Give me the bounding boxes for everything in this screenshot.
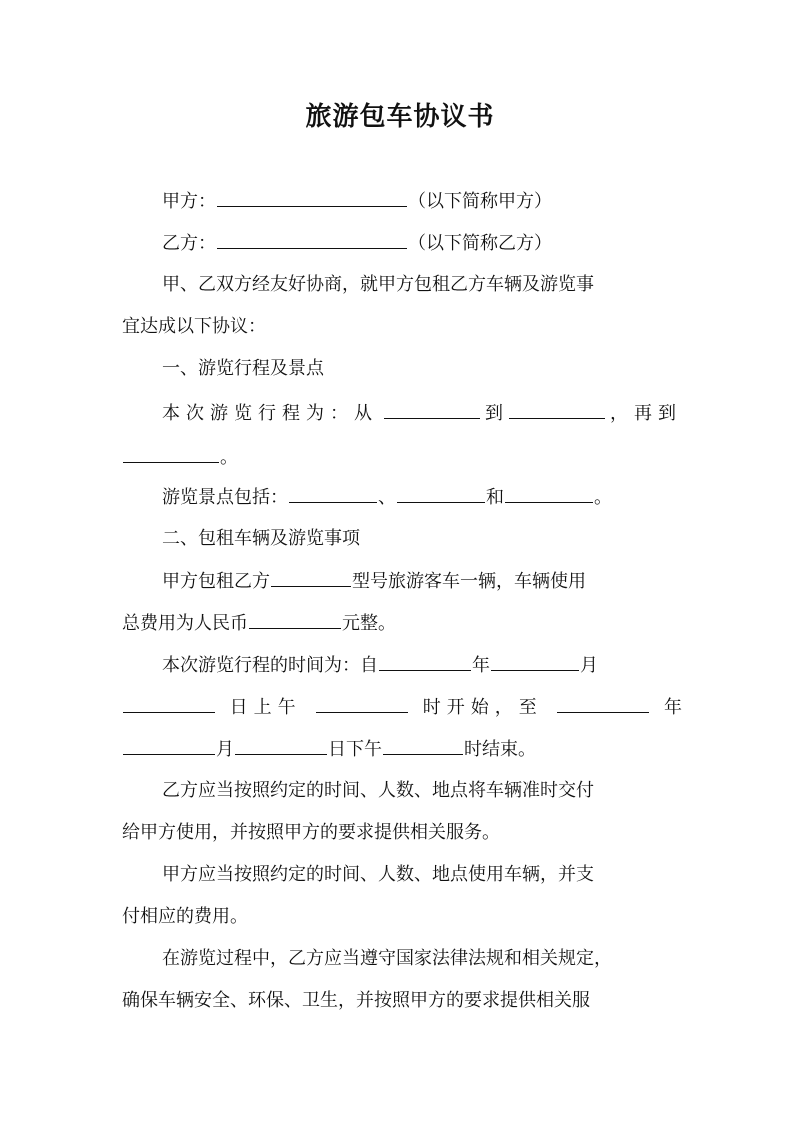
itinerary-prefix: 本次游览行程为：从 bbox=[162, 403, 378, 424]
fee-suffix: 元整。 bbox=[342, 613, 396, 634]
time-start: 时开始，至 bbox=[422, 697, 543, 718]
time-prefix: 本次游览行程的时间为：自 bbox=[162, 655, 378, 676]
para-b-line-2: 给甲方使用，并按照甲方的要求提供相关服务。 bbox=[122, 822, 500, 843]
start-year-blank[interactable] bbox=[379, 652, 471, 671]
para-b-line-1: 乙方应当按照约定的时间、人数、地点将车辆准时交付 bbox=[162, 780, 594, 801]
time-month: 月 bbox=[580, 655, 598, 676]
document-title: 旅游包车协议书 bbox=[305, 102, 495, 132]
spots-sep: 、 bbox=[378, 487, 396, 508]
intro-line-1: 甲、乙双方经友好协商，就甲方包租乙方车辆及游览事 bbox=[162, 274, 594, 295]
vehicle-model-blank[interactable] bbox=[271, 568, 351, 587]
para-c-line-1: 在游览过程中，乙方应当遵守国家法律法规和相关规定， bbox=[162, 948, 612, 969]
party-a-blank[interactable] bbox=[217, 188, 407, 207]
time-month-2: 月 bbox=[216, 739, 234, 760]
party-b-label: 乙方： bbox=[162, 233, 216, 254]
party-b-note: （以下简称乙方） bbox=[408, 233, 552, 254]
para-a-line-1: 甲方应当按照约定的时间、人数、地点使用车辆，并支 bbox=[162, 864, 594, 885]
intro-line-2: 宜达成以下协议： bbox=[122, 316, 266, 337]
time-line-1 bbox=[162, 652, 682, 679]
time-year: 年 bbox=[472, 655, 490, 676]
time-end: 时结束。 bbox=[464, 739, 536, 760]
party-a-label: 甲方： bbox=[162, 191, 216, 212]
itinerary-to: 到 bbox=[485, 403, 503, 424]
end-hour-blank[interactable] bbox=[383, 736, 463, 755]
itinerary-then-blank[interactable] bbox=[123, 444, 219, 463]
end-year-blank[interactable] bbox=[557, 694, 649, 713]
fee-prefix: 总费用为人民币 bbox=[122, 613, 248, 634]
party-a-note: （以下简称甲方） bbox=[408, 191, 552, 212]
rent-mid: 型号旅游客车一辆，车辆使用 bbox=[352, 571, 586, 592]
itinerary-from-blank[interactable] bbox=[384, 400, 480, 419]
spot-3-blank[interactable] bbox=[505, 484, 593, 503]
party-a-line bbox=[162, 188, 682, 215]
time-line-3 bbox=[122, 736, 682, 763]
end-day-blank[interactable] bbox=[235, 736, 327, 755]
itinerary-line bbox=[162, 400, 682, 427]
itinerary-to-blank[interactable] bbox=[509, 400, 605, 419]
fee-blank[interactable] bbox=[249, 610, 341, 629]
spots-and: 和 bbox=[486, 487, 504, 508]
party-b-line bbox=[162, 230, 682, 257]
para-a-line-2: 付相应的费用。 bbox=[122, 906, 248, 927]
time-line-2 bbox=[122, 694, 682, 721]
rent-line bbox=[162, 568, 682, 595]
end-month-blank[interactable] bbox=[123, 736, 215, 755]
time-day-pm: 日下午 bbox=[328, 739, 382, 760]
section-1-heading: 一、游览行程及景点 bbox=[162, 358, 324, 379]
itinerary-line-2 bbox=[122, 444, 682, 471]
fee-line bbox=[122, 610, 682, 637]
spots-line bbox=[162, 484, 682, 511]
spot-1-blank[interactable] bbox=[289, 484, 377, 503]
rent-prefix: 甲方包租乙方 bbox=[162, 571, 270, 592]
party-b-blank[interactable] bbox=[217, 230, 407, 249]
spots-end: 。 bbox=[594, 487, 612, 508]
time-year-2: 年 bbox=[663, 697, 682, 718]
itinerary-end: 。 bbox=[220, 447, 238, 468]
para-c-line-2: 确保车辆安全、环保、卫生，并按照甲方的要求提供相关服 bbox=[122, 990, 590, 1011]
section-2-heading: 二、包租车辆及游览事项 bbox=[162, 528, 360, 549]
start-hour-blank[interactable] bbox=[316, 694, 408, 713]
time-day-am: 日上午 bbox=[229, 697, 302, 718]
start-month-blank[interactable] bbox=[491, 652, 579, 671]
spots-prefix: 游览景点包括： bbox=[162, 487, 288, 508]
itinerary-then: ，再到 bbox=[610, 403, 682, 424]
start-day-blank[interactable] bbox=[123, 694, 215, 713]
spot-2-blank[interactable] bbox=[397, 484, 485, 503]
